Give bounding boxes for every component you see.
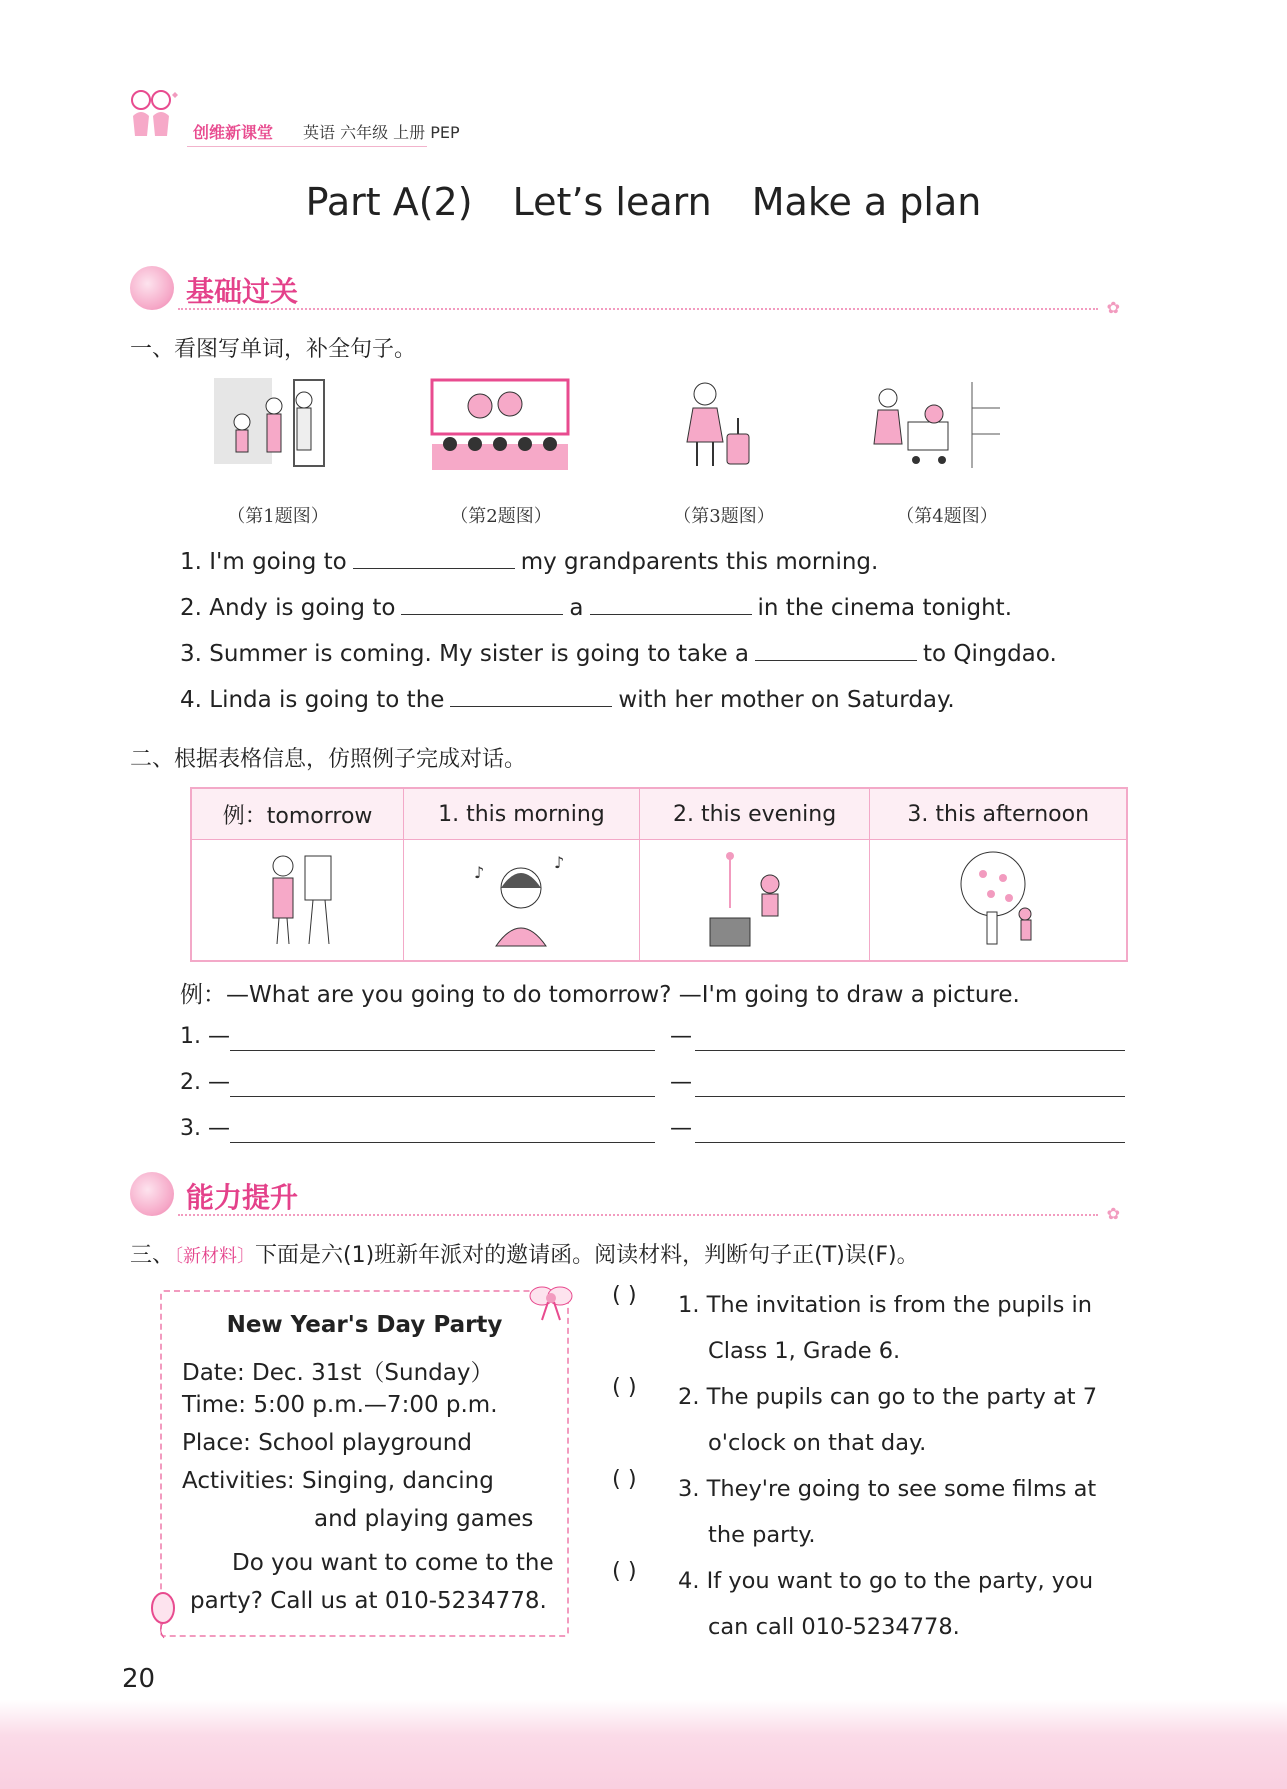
answer-blank[interactable]	[401, 592, 563, 615]
dotted-divider	[178, 1214, 1098, 1216]
tf-statement-1: ( ) 1. The invitation is from the pupils in Class 1, Grade 6.	[612, 1282, 1092, 1364]
answer-parentheses[interactable]: ( )	[612, 1282, 637, 1308]
answer-blank[interactable]	[353, 546, 515, 569]
section-badge-icon	[130, 266, 174, 310]
section-basic-label: 基础过关	[186, 275, 299, 308]
invitation-activities-cont: and playing games	[314, 1506, 534, 1532]
caption-1: （第1题图）	[227, 506, 329, 527]
answer-line[interactable]	[230, 1050, 655, 1051]
table-header-example: 例：tomorrow	[191, 788, 404, 840]
invitation-call-1: Do you want to come to the	[232, 1550, 554, 1576]
q1-sentence-3: 3. Summer is coming. My sister is going to take a to Qingdao.	[180, 638, 1057, 667]
page-number: 20	[122, 1664, 156, 1694]
footer-band	[0, 1700, 1287, 1789]
dotted-divider	[178, 308, 1098, 310]
cinema-picture	[430, 378, 570, 474]
q1-instruction: 一、看图写单词，补全句子。	[130, 337, 417, 362]
title-topic: Make a plan	[751, 180, 982, 224]
book-info: 英语 六年级 上册 PEP	[303, 123, 460, 142]
answer-blank[interactable]	[450, 684, 612, 707]
answer-parentheses[interactable]: ( )	[612, 1374, 637, 1400]
q2-answer-row-1: 1. — —	[180, 1024, 1130, 1054]
q2-instruction: 二、根据表格信息，仿照例子完成对话。	[130, 747, 527, 772]
invitation-place: Place: School playground	[182, 1430, 472, 1456]
visit-grandparents-picture	[212, 376, 332, 472]
section-basic	[130, 264, 1130, 317]
answer-line[interactable]	[230, 1096, 655, 1097]
tree-picking-icon	[943, 848, 1053, 948]
table-image-tree	[870, 840, 1127, 962]
invitation-call-2: party? Call us at 010-5234778.	[190, 1588, 547, 1614]
brand-name: 创维新课堂	[193, 123, 274, 142]
answer-line[interactable]	[695, 1096, 1125, 1097]
tf-statement-2: ( ) 2. The pupils can go to the party at 7 o'clock on that day.	[612, 1374, 1098, 1456]
new-material-tag: 〔新材料〕	[174, 1246, 256, 1267]
q3-instruction-line: 三、〔新材料〕下面是六(1)班新年派对的邀请函。阅读材料，判断句子正(T)误(F)。	[130, 1243, 919, 1268]
header-rule	[187, 146, 427, 147]
page-header	[125, 86, 625, 148]
cooking-scene-icon	[700, 848, 810, 948]
page-title	[0, 180, 1287, 224]
q1-sentence-4: 4. Linda is going to the with her mother on Saturday.	[180, 684, 955, 713]
answer-blank[interactable]	[590, 592, 752, 615]
caption-4: （第4题图）	[896, 506, 998, 527]
listening-girl-icon	[466, 848, 576, 948]
table-image-music	[404, 840, 640, 962]
q2-answer-row-3: 3. — —	[180, 1116, 1130, 1146]
invitation-time: Time: 5:00 p.m.—7:00 p.m.	[182, 1392, 498, 1418]
table-header-2: 2. this evening	[639, 788, 870, 840]
caption-2: （第2题图）	[450, 506, 552, 527]
balloon-decoration-icon	[148, 1590, 178, 1640]
invitation-title: New Year's Day Party	[226, 1312, 503, 1338]
flower-icon: ✿	[1106, 1204, 1120, 1223]
q1-sentence-1: 1. I'm going to my grandparents this morning.	[180, 546, 878, 575]
answer-blank[interactable]	[755, 638, 917, 661]
invitation-card	[160, 1290, 569, 1637]
svg-text:♪: ♪	[474, 863, 485, 882]
q2-example: 例：—What are you going to do tomorrow? —I'm going to draw a picture.	[180, 982, 1020, 1008]
tf-statement-4: ( ) 4. If you want to go to the party, you can call 010-5234778.	[612, 1558, 1094, 1640]
answer-parentheses[interactable]: ( )	[612, 1558, 637, 1584]
answer-line[interactable]	[230, 1142, 655, 1143]
answer-line[interactable]	[695, 1050, 1125, 1051]
q2-answer-row-2: 2. — —	[180, 1070, 1130, 1100]
title-part: Part A(2)	[305, 180, 473, 224]
invitation-date: Date: Dec. 31st（Sunday）	[182, 1360, 494, 1386]
flower-icon: ✿	[1106, 298, 1120, 317]
bow-decoration-icon	[528, 1280, 574, 1324]
table-image-cooking	[639, 840, 870, 962]
invitation-activities: Activities: Singing, dancing	[182, 1468, 494, 1494]
section-badge-icon	[130, 1172, 174, 1216]
svg-text:♪: ♪	[554, 853, 565, 872]
section-advanced-label: 能力提升	[186, 1181, 299, 1214]
table-header-3: 3. this afternoon	[870, 788, 1127, 840]
section-advanced	[130, 1170, 1130, 1223]
kids-logo-icon	[125, 86, 187, 144]
plan-table	[190, 787, 1128, 962]
tf-statement-3: ( ) 3. They're going to see some films at the party.	[612, 1466, 1097, 1548]
table-image-draw	[191, 840, 404, 962]
title-learn: Let’s learn	[512, 180, 712, 224]
drawing-boy-icon	[253, 848, 343, 948]
q1-sentence-2: 2. Andy is going to a in the cinema tonight.	[180, 592, 1012, 621]
supermarket-picture	[872, 378, 1002, 474]
answer-line[interactable]	[695, 1142, 1125, 1143]
answer-parentheses[interactable]: ( )	[612, 1466, 637, 1492]
caption-3: （第3题图）	[673, 506, 775, 527]
table-header-1: 1. this morning	[404, 788, 640, 840]
trip-girl-picture	[665, 378, 785, 474]
